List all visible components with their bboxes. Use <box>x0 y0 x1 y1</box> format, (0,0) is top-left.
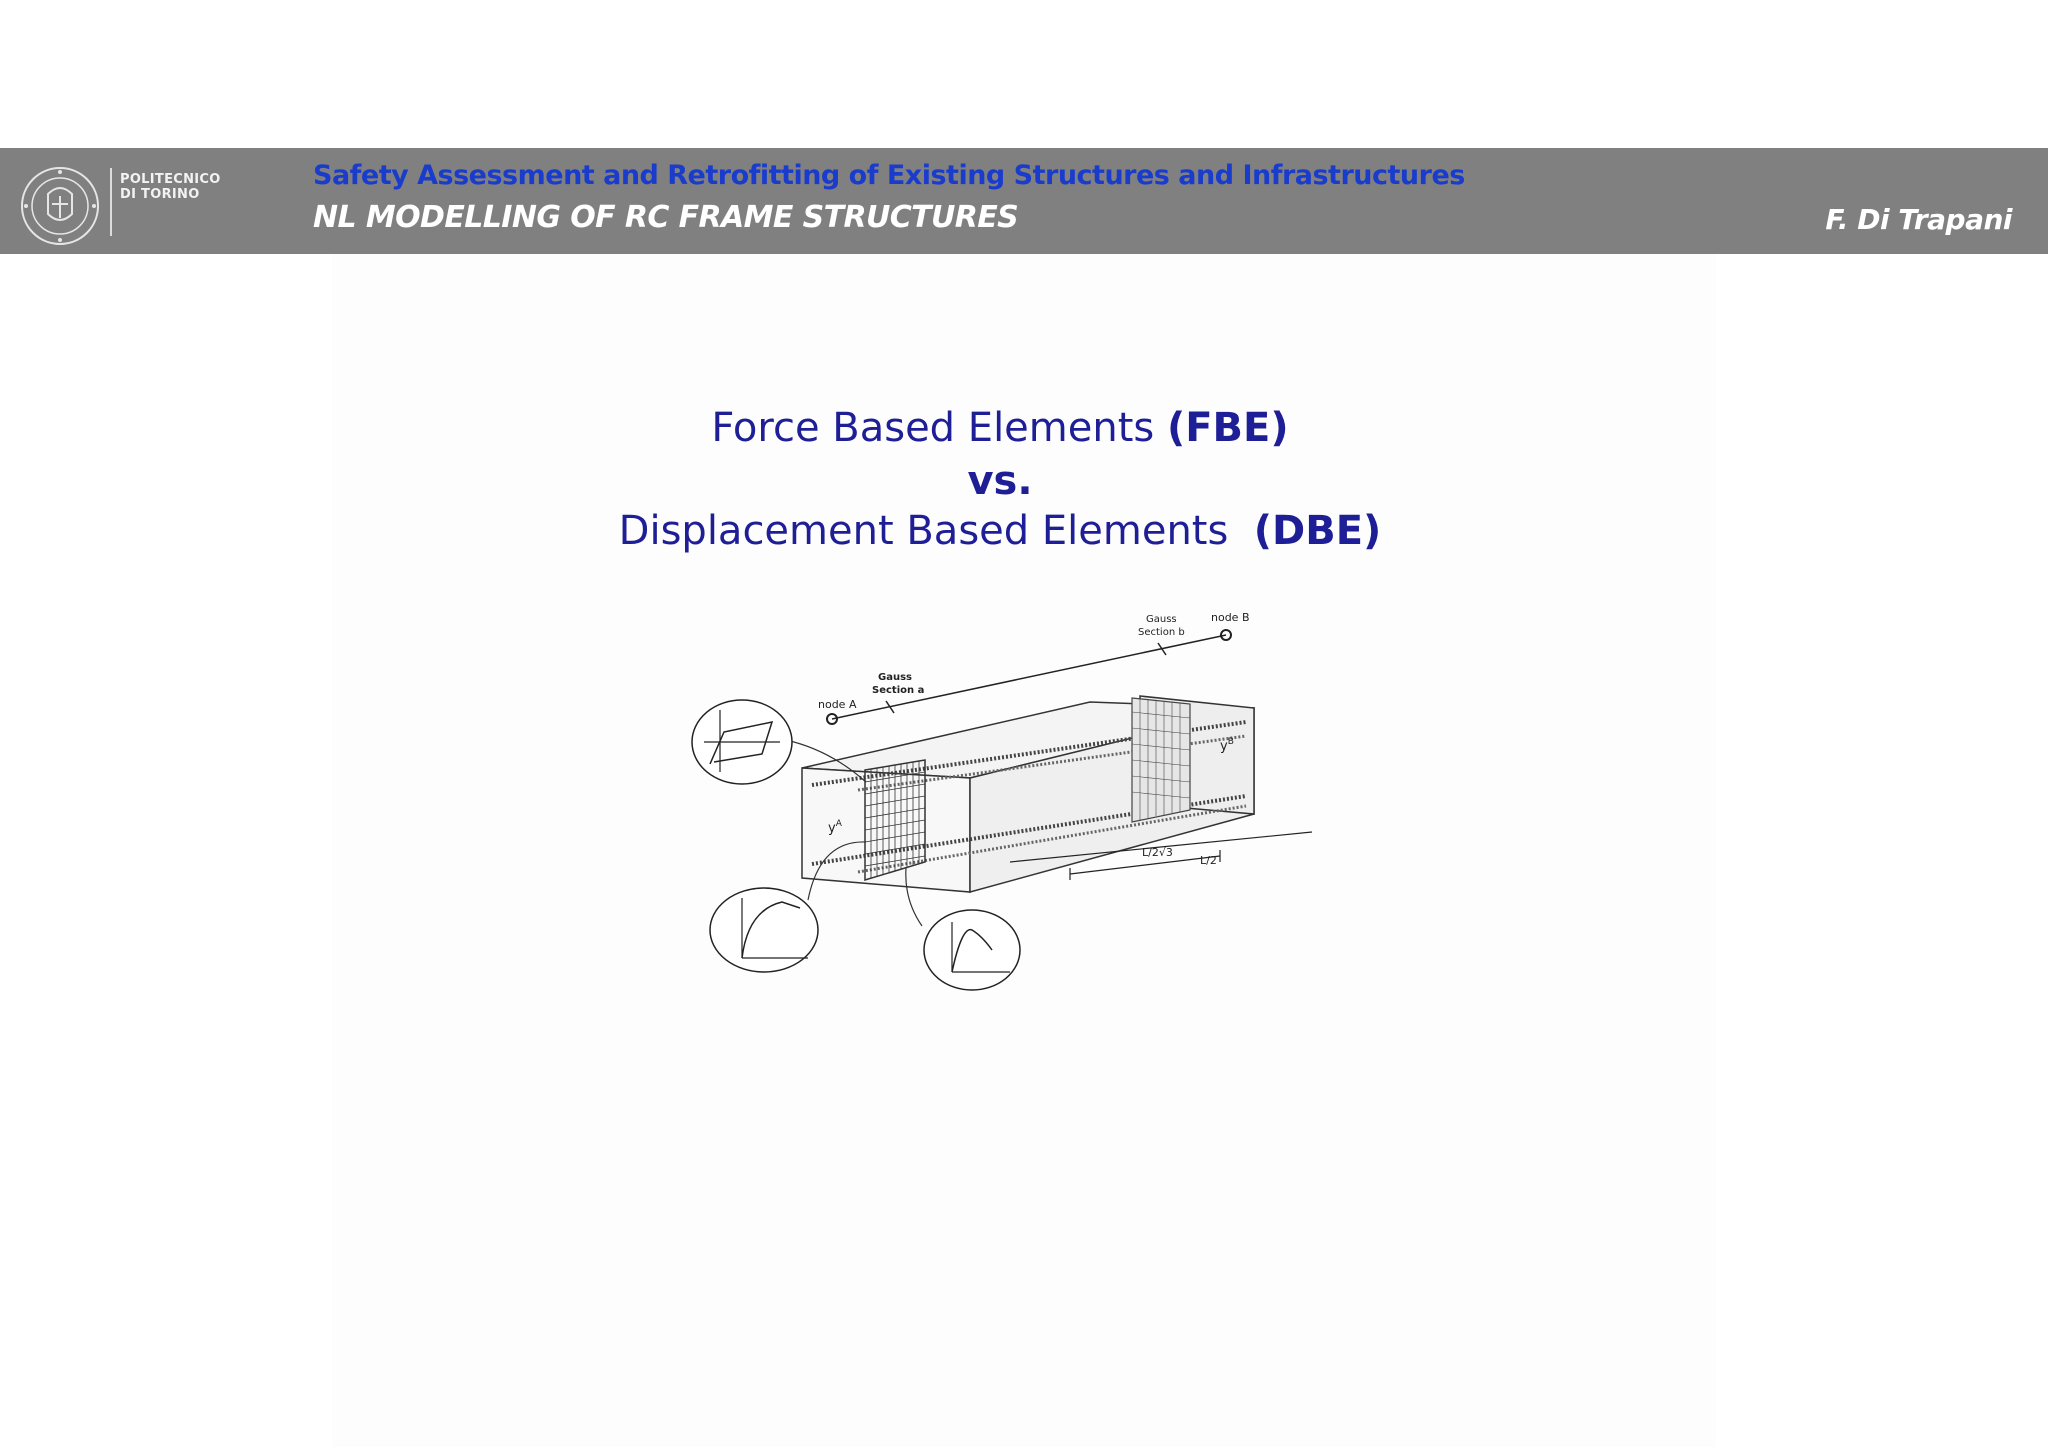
heading-dbe-abbrev: (DBE) <box>1253 508 1382 554</box>
fiber-section-b <box>1132 698 1190 822</box>
university-name <box>120 172 221 202</box>
gauss-a-label-2: Section a <box>872 685 925 696</box>
seal-icon <box>18 164 102 248</box>
concrete-law-bubble-1 <box>710 888 818 972</box>
steel-hysteresis-bubble <box>692 700 792 784</box>
logo-line-1: POLITECNICO <box>120 172 221 187</box>
logo-line-2: DI TORINO <box>120 187 200 202</box>
gauss-b-label-2: Section b <box>1138 627 1185 638</box>
course-title: Safety Assessment and Retrofitting of Existing Structures and Infrastructures <box>313 160 1465 191</box>
slide-heading-line-1 <box>0 405 2000 451</box>
section-title: NL MODELLING OF RC FRAME STRUCTURES <box>313 200 1019 235</box>
axis-label-ya: $y^A$ <box>828 819 842 836</box>
gauss-b-label-1: Gauss <box>1146 614 1177 625</box>
dimension-label-l2: L/2 <box>1200 854 1217 867</box>
slide-heading-line-2: vs. <box>967 458 1033 504</box>
logo-divider <box>110 168 112 236</box>
heading-dbe-text: Displacement Based Elements <box>618 508 1254 554</box>
axis-label-yb: $y^B$ <box>1220 737 1234 754</box>
beam-element-diagram <box>690 600 1330 1000</box>
concrete-law-bubble-2 <box>924 910 1020 990</box>
node-b-label: node B <box>1211 611 1250 624</box>
node-a-label: node A <box>818 698 857 711</box>
author-name: F. Di Trapani <box>1825 203 2012 236</box>
dimension-label-l23: L/2√3 <box>1142 846 1173 859</box>
header-bar <box>0 148 2048 254</box>
heading-fbe-text: Force Based Elements <box>711 405 1167 451</box>
university-logo <box>18 162 221 242</box>
heading-fbe-abbrev: (FBE) <box>1166 405 1289 451</box>
slide-heading-line-3 <box>0 508 2000 554</box>
gauss-a-label-1: Gauss <box>878 672 912 683</box>
